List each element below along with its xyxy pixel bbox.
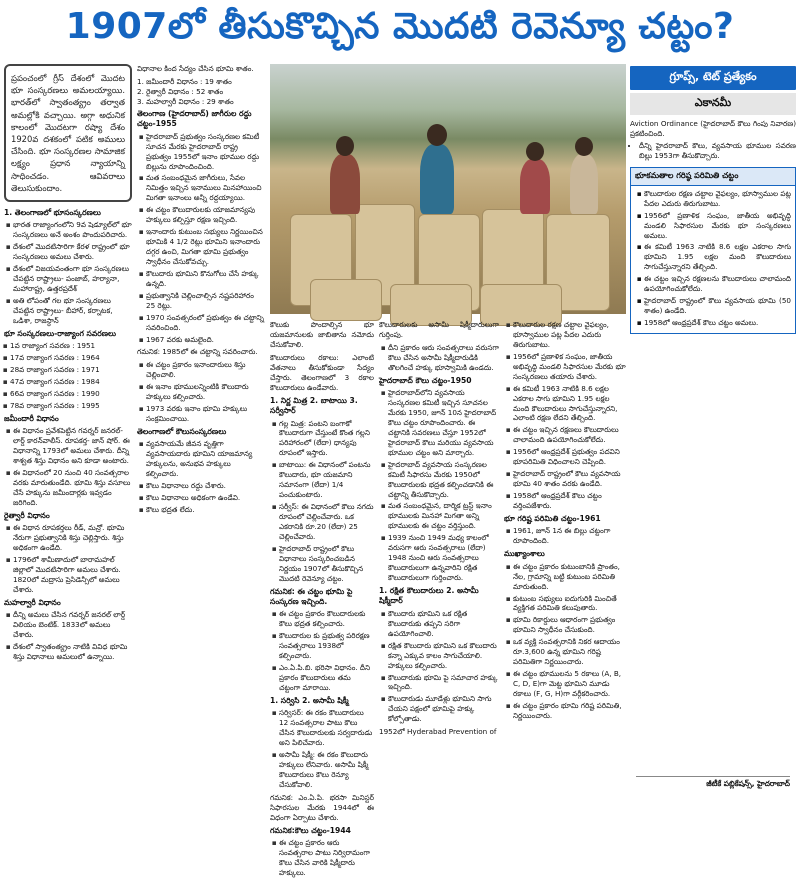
list-item: • ఎం.ఏ.పి.బి. భరిసా విధానం. దీని ప్రకారం కౌలుదారులు తమ చట్టంగా మారాయి. (279, 663, 374, 693)
subheading: జమీందారీ విధానం (4, 413, 59, 423)
box-title: భూకమతాల గరిష్ఠ పరిమితి చట్టం (631, 168, 795, 186)
list-item: • గల్ల మిత్ర: పంటని బంగాకో కౌలుదారుగా చేస్తుంటే కొంత గల్లని పరిహారంలో (లేదా) ధాన్యపు రూపంలో ఇస్తారు. (279, 419, 374, 459)
list-item: • ఈ కమిటీ 1963 నాటికి 8.6 లక్షల ఎకరాల సాగు భూమిని 1.95 లక్షల మంది కౌలుదారులు సాగుచేస్తున్నారని, ఎలాంటి రక్షణ లేదని తేల్చింది. (513, 384, 626, 424)
list-item: • కౌలు విధానాలు అధికంగా ఉండేవి. (146, 493, 265, 503)
list-item: • ఈ చట్టం భూములను 5 రకాలు (A, B, C, D, E)గా మెట్ట భూమిని మూడు రకాలు (F, G, H)గా వర్గీకరించారు. (513, 669, 626, 699)
percent-item: 3. మహల్వారీ విధానం : 29 శాతం (137, 96, 234, 106)
publisher-credit: జీటీకే పబ్లికేషన్స్, హైదరాబాద్ (636, 776, 790, 790)
column-2 (137, 64, 265, 790)
list-item: • ఈ కమిటీ 1963 నాటికి 8.6 లక్షల ఎకరాల సాగు భూమిని 1.95 లక్షల మంది కౌలుదారులు సాగుచేస్తున్నారని తేల్చింది. (644, 242, 791, 272)
list-item: • కౌలుదారుడు మూడేళ్లు భూమిని సాగు చేయని పక్షంలో భూమిపై హక్కు కోల్పోతాడు. (388, 694, 499, 724)
bullet-list (4, 426, 132, 508)
list-item: • కౌలు భద్రత లేదు. (146, 505, 265, 515)
list-item: • కౌలుదారుల కు ప్రభుత్వ పరిరక్షణ సంవత్సరాలు 1938లో కల్పించారు. (279, 631, 374, 661)
list-item: • అసామీ షిక్మీ: ఈ రకం కౌలుదారు హక్కులు లేనివారు. అసామీ షిక్మీ కౌలుదారులు కౌలు రెన్యూ చేసుకోవాలి. (279, 750, 374, 790)
subheading: భూ గరిష్ట పరిమితి చట్టం-1961 (504, 513, 601, 523)
column-3 (270, 320, 374, 877)
intro-text: ప్రపంచంలో గ్రీస్ దేశంలో మొదట భూ సంస్కరణలు అమలయ్యాయి. భారత్‌లో స్వాతంత్య్రం తర్వాత అమల్లోకి వచ్చాయి. అగ్గా అధునిక కాలంలో మొదటగా రష్యా దేశం 1920వ దశకంలో పటిక అములు చేసింది. భూ సంస్కరణల సామాజిక లక్ష్యం ప్రధాన న్యాయాన్ని సాధించడం. ఆవివరాలు తెలుసుకుందాం. (11, 73, 125, 193)
list-item: • ఈ చట్టం ప్రకారం ఇనాందారులు శిస్తు చెల్లించాలి. (146, 360, 265, 380)
paragraph: విధానాల కింద సేద్యం చేసిన భూమి శాతం. (137, 64, 254, 73)
paragraph: కౌలుదారులు రకాలు: ఎలాంటి వేతనాలు తీసుకోకుండా సేద్యం చేస్తారు. తెలంగాణలో 3 రకాల కౌలుదారులు ఉండేవారు. (270, 352, 374, 392)
list-item: • ఈ చట్టం ప్రకారం కౌలుదారులకు కౌలు భద్రత కల్పించారు. (279, 609, 374, 629)
list-item: • 1970 సంవత్సరంలో ప్రభుత్వం ఈ చట్టాన్ని సవరించింది. (146, 313, 265, 333)
intro-box (4, 64, 132, 202)
paragraph: కౌలుదారులకు అసామీ షిక్మీదారులుగా గుర్తింపు. (379, 320, 499, 339)
paragraph: 1952లో Hyderabad Prevention of (379, 727, 497, 737)
blurb (630, 119, 796, 161)
list-item: • దీన్ని అమలు చేసిన గవర్నర్ జనరల్ లార్డ్ విలియం బెంటిక్. 1833లో అమలు చేశారు. (13, 610, 132, 640)
percent-item: 2. రైత్వారీ విధానం : 52 శాతం (137, 86, 224, 96)
list-item: • 17వ రాజ్యాంగ సవరణ : 1964 (10, 353, 132, 363)
list-item: • 1958లో ఆంధ్రప్రదేశ్ కౌలు చట్టం అమలు. (644, 318, 791, 328)
list-item: • కౌలుదారు భూమిని ఒక రక్షిత కౌలుదారుకు తప్పని సరిగా ఉపయోగించాలి. (388, 609, 499, 639)
list-item: • భూమి రికార్డులు ఆధారంగా ప్రభుత్వం భూమిని స్వాధీనం చేసుకుంది. (513, 615, 626, 635)
bullet-list (630, 141, 796, 161)
list-item: • 1796లో శామీణాదులో బారామహల్ జిల్లాలో మొదటిసారిగా అమలు చేశారు. 1820లో మద్రాసు ప్రెసిడెన్సీలో అమలు చేశారు. (13, 555, 132, 595)
list-item: • 1939 నుంచి 1949 మధ్య కాలంలో వరుసగా ఆరు సంవత్సరాలు (లేదా) 1948 నుంచి ఆరు సంవత్సరాలు కౌలుదారులుగా ఉన్నవారిని రక్షిత కౌలుదారులుగా గుర్తించారు. (388, 533, 499, 583)
bullet-list (635, 189, 791, 328)
box-body (631, 186, 795, 333)
subheading: మహల్వారీ విధానం (4, 597, 61, 607)
subheading: గమనిక: ఈ చట్టం భూమి పై సంస్కరణ ఇచ్చింది. (270, 586, 353, 606)
list-item: • కౌలుదారుల రక్షణ చట్టాల వైఫల్యం, భూస్వాముల పట్ల పేదల ఎదురు తిరుగుబాటు. (644, 189, 791, 209)
note: గమనిక: 1985లో ఈ చట్టాన్ని సవరించారు. (137, 347, 258, 357)
right-column (630, 64, 796, 790)
list-item: • వ్యవసాయమే జీవన వృత్తిగా వ్యవసాయదారు భూమిని యాజమాన్య హక్కులను, అనుభవ హక్కులు కల్పించారు. (146, 439, 265, 479)
column-5 (504, 320, 626, 790)
list-item: • మత సంబంధమైన, దార్మిక ట్రస్ట్ ఇనాం భూములకు మినహా మిగతా అన్ని భూములకు ఈ చట్టం వర్తిస్తుంది. (388, 501, 499, 531)
list-item: • హైదరాబాద్‌లోని వ్యవసాయ సంస్కరణల కమిటీ ఇచ్చిన సూచనల మేరకు 1950, జూన్ 10న హైదరాబాద్ కౌలు చట్టం రూపొందించారు. ఈ చట్టానికి సవరణలు చేస్తూ 1952లో హైదరాబాద్ కౌలు మరియు వ్యవసాయ భూముల చట్టం అని మార్చారు. (388, 388, 499, 458)
list-item: • కౌలుదారుల రక్షణ చట్టాల వైఫల్యం, భూస్వాముల పట్ల పేదల ఎదురు తిరుగుబాటు. (513, 320, 626, 350)
article-photo (270, 64, 626, 314)
headline-text: 1907లో తీసుకొచ్చిన మొదటి రెవెన్యూ చట్టం? (65, 6, 735, 47)
list-item: • ఈ చట్టం ప్రకారం భూమి గరిష్ట పరిమితి, నిర్ణయించారు. (513, 701, 626, 721)
list-item: • హైదరాబాద్ వ్యవసాయ సంస్కరణల కమిటీ సిఫారసు మేరకు 1950లో కౌలుదారులకు భద్రత కల్పించడానికి ఈ చట్టాన్ని తీసుకొచ్చారు. (388, 460, 499, 500)
list-item: • ఈ విధానం ప్రవేశపెట్టిన గవర్నర్ జనరల్- లార్డ్ కారన్‌వాలీస్. రూపకర్త- జాన్ షోర్. ఈ విధానాన్ని 1793లో అమలు చేశారు. దీన్ని శాశ్వత శిస్తు విధానం అని కూడా అంటారు. (13, 426, 132, 466)
list-item: • కౌలుదారుకు భూమి పై సమాచార హక్కు ఇచ్చింది. (388, 673, 499, 693)
list-item: • ఈ విధానంలో 20 నుంచి 40 సంవత్సరాల వరకు మారుతుండేది. భూమి శిస్తు వసూలు చేసే హక్కును జమీందార్లకు ఇవ్వడం జరిగింది. (13, 468, 132, 508)
subheading: భూ సంస్కరణలు-రాజ్యాంగ సవరణలు (4, 328, 117, 338)
list-item: • భారత రాజ్యాంగంలోని 9వ షెడ్యూల్‌లో భూ సంస్కరణలు అనే అంశం పొందుపరిచారు. (13, 220, 132, 240)
blurb-text: Aviction Ordinance (హైదరాబాద్ కౌలు గింపు నివారణ) ప్రకటించింది. (630, 119, 796, 138)
list-item: • సర్వీస్: ఈ విధానంలో కౌలు నగదు రూపంలో చెల్లించేవారు. ఒక ఎకరానికి రూ.20 (లేదా) 25 చెల్లించేవారు. (279, 502, 374, 542)
list-item: • దీని ప్రకారం ఆరు సంవత్సరాలు వరుసగా కౌలు చేసిన అసామీ షిక్మీదారుడికి తొలగించే హక్కు భూస్వామికి ఉండదు. (388, 343, 499, 373)
list-item: • ఈ చట్టం ప్రకారం ఆరు సంవత్సరాల పాటు నిర్విరామంగా కౌలు చేసిన వారికి షిక్మీదారు హక్కులు. (279, 838, 374, 878)
list-item: • 1956లో ప్రణాళిక సంఘం, జాతీయ అభివృద్ధి మండలి సిఫారసుల మేరకు భూ సంస్కరణలు తయారు చేశారు. (513, 352, 626, 382)
bullet-list (137, 439, 265, 515)
list-item: • దీన్ని హైదరాబాద్ కౌలు, వ్యవసాయ భూముల సవరణ బిల్లు 1953గా తీసుకొచ్చారు. (639, 141, 796, 161)
list-item: • దేశంలో స్వాతంత్య్రం నాటికి వివిధ భూమి శిస్తు విధానాలు అమలులో ఉన్నాయి. (13, 642, 132, 662)
list-item: • హైదరాబాద్ ప్రభుత్వం సంస్కరణల కమిటీ సూచన మేరకు హైదరాబాద్ రాష్ట్ర ప్రభుత్వం 1955లో ఇనాం భూముల రద్దు బిల్లును రూపొందించింది. (146, 132, 265, 172)
bullet-list (4, 523, 132, 595)
bullet-list (270, 838, 374, 878)
bullet-list (270, 708, 374, 790)
list-item: • కుటుంబ సభ్యులు ఐదుగురికి మించితే వ్యక్తిగత పరిమితి కలుపుతారు. (513, 594, 626, 614)
bullet-list (379, 388, 499, 583)
bullet-list (379, 609, 499, 724)
list-item: • 1961, జూన్ 1న ఈ బిల్లు చట్టంగా రూపొందింది. (513, 526, 626, 546)
list-item: • 1956లో ఆంధ్రప్రదేశ్ ప్రభుత్వం పదవిని భూపరిమితి విధించాలని చెప్పింది. (513, 447, 626, 467)
list-item: • మత సంబంధమైన జాగీరులు, సేవల నిమిత్తం ఇచ్చిన ఇనాములు మినహాయించి మిగతా ఇనాంలు అన్నీ రద్దయ్యాయి. (146, 173, 265, 203)
list-item: • ఈ చట్టం ప్రకారం కుటుంబానికి ప్రాంతం, నేల, గ్రామాన్ని బట్టి కుటుంబ పరిమితి మారుతుంది. (513, 562, 626, 592)
bullet-list (270, 609, 374, 693)
list-item: • రక్షిత కౌలుదారు భూమిని ఒక కౌలుదారు కన్నా ఎక్కువ కాలం సాగుచేయాలి. హక్కులు కల్పించారు. (388, 641, 499, 671)
subheading: తెలంగాణలో కౌలుసంస్కరణలు (137, 427, 227, 436)
list-item: • ఈ విధాన రూపకర్తలు రీడ్, మన్రో. భూమి నేరుగా ప్రభుత్వానికి శిస్తు చెల్లిస్తారు. శిస్తు అధికంగా ఉండేది. (13, 523, 132, 553)
bullet-list (270, 419, 374, 584)
percent-item: 1. జమీందారీ విధానం : 19 శాతం (137, 76, 232, 86)
types: 1. రక్షిత కౌలుదారులు 2. అసామీ షిక్మీదార్ (379, 585, 479, 606)
subheading: ముఖ్యాంశాలు (504, 549, 545, 559)
list-item: • 1958లో ఆంధ్రప్రదేశ్ కౌలు చట్టం వర్తింపజేశారు. (513, 491, 626, 511)
bullet-list (504, 562, 626, 721)
list-item: • 1973 వరకు ఇనాం భూమి హక్కులు సంక్రమించాయి. (146, 404, 265, 424)
list-item: • ఈ చట్టం కౌలుదారులకు యాజమాన్యపు హక్కులు కల్పిస్తూ రక్షణ ఇచ్చింది. (146, 205, 265, 225)
list-item: • ప్రభుత్వానికి చెల్లించాల్సిన నష్టపరిహారం 25 రెట్లు. (146, 291, 265, 311)
bullet-list (379, 343, 499, 373)
list-item: • 28వ రాజ్యాంగ సవరణ : 1971 (10, 365, 132, 375)
subheading: గమనిక:కౌలు చట్టం-1944 (270, 825, 351, 835)
list-item: • అతి లోపంతో గల భూ సంస్కరణలు చేపట్టిన రాష్ట్రాలు- బీహార్, కర్నాటక, ఒడిశా, రాజస్థాన్ (13, 296, 132, 326)
bullet-list (4, 610, 132, 662)
list-item: • 1967 వరకు అమలైంది. (146, 335, 265, 345)
list-item: • ఒక వ్యక్తి సంవత్సరానికి నికర ఆదాయం రూ.3,600 ఉన్న భూమిని గరిష్ట పరిమితిగా నిర్ణయించారు. (513, 637, 626, 667)
bullet-list (137, 132, 265, 345)
column-1 (4, 64, 132, 790)
headline (0, 0, 800, 62)
section-banner: గ్రూప్స్, టెట్ ప్రత్యేకం (630, 66, 796, 90)
bullet-list (504, 320, 626, 511)
list-item: • 1వ రాజ్యాంగ సవరణ : 1951 (10, 341, 132, 351)
ceiling-act-box (630, 167, 796, 334)
list-item: • దేశంలో మొదటిసారిగా కేరళ రాష్ట్రంలో భూ సంస్కరణలు అమలు చేశారు. (13, 242, 132, 262)
list-item: • హైదరాబాద్ రాష్ట్రంలో కౌలు వ్యవసాయ భూమి (50 శాతం) ఉండేది. (644, 296, 791, 316)
subheading: 1. తెలంగాణలో భూసంస్కరణలు (4, 207, 101, 217)
list-item: • ఈ చట్టం ఇచ్చిన రక్షణలను కౌలుదారులు చాలామంది ఉపయోగించుకోలేదు. (644, 274, 791, 294)
list-item: • 78వ రాజ్యాంగ సవరణ : 1995 (10, 401, 132, 411)
list-item: • ఇనాందారు కుటుంబ సభ్యులు నిర్ణయించిన భూమికి 4 1/2 రెట్లు భూమిని ఇనాందారు దగ్గర ఉంచి, మిగతా భూమి ప్రభుత్వం స్వాధీనం చేసుకోవచ్చు. (146, 227, 265, 267)
column-4 (379, 320, 499, 790)
types: 1. నిర్ణ మిత్ర 2. బాటాయి 3. సర్వీసార్ (270, 395, 358, 416)
subheading: రైత్వారీ విధానం (4, 510, 50, 520)
list-item: • 1956లో ప్రణాళిక సంఘం, జాతీయ అభివృద్ధి మండలి సిఫారసుల మేరకు భూ సంస్కరణలు అమలు. (644, 211, 791, 241)
list-item: • బాటాయి: ఈ విధానంలో పంటను కౌలుదారు, భూ యజమాని సమానంగా (లేదా) 1/4 పంచుకుంటారు. (279, 460, 374, 500)
section-label: ఎకానమీ (630, 93, 796, 115)
list-item: • ఈ చట్టం ఇచ్చిన రక్షణలు కౌలుదారులు చాలామంది ఉపయోగించుకోలేదు. (513, 425, 626, 445)
list-item: • సర్విసర్: ఈ రకం కౌలుదారులు 12 సంవత్సరాల పాటు కౌలు చేసిన కౌలుదారులకు సర్వదారుడు అని పిలిచేవారు. (279, 708, 374, 748)
bullet-list (4, 220, 132, 325)
paragraph: కౌలుకు పొందాల్సిన భూ యజమానులకు జాబితాను నమోదు చేసుకోవాలి. (270, 320, 374, 349)
list-item: • కౌలుదారు భూమిని కొనుగోలు చేసే హక్కు ఉన్నది. (146, 269, 265, 289)
bullet-list (504, 526, 626, 546)
list-item: • కౌలు విధానాలు రద్దు చేశారు. (146, 481, 265, 491)
list-item: • దేశంలో విజయవంతంగా భూ సంస్కరణలు చేపట్టిన రాష్ట్రాలు- పంజాబ్, హర్యానా, మహారాష్ట్ర, ఉత్తరప్రదేశ్ (13, 264, 132, 294)
list-item: • 47వ రాజ్యాంగ సవరణ : 1984 (10, 377, 132, 387)
subheading: తెలంగాణ (హైదరాబాద్) జాగీరుల రద్దు చట్టం-1955 (137, 108, 252, 129)
list-item: • హైదరాబాద్ రాష్ట్రంలో కౌలు విధానాలు సంస్కరించబడిన నిర్ణయం 1907లో తీసుకొచ్చిన మొదటి రెవెన్యూ చట్టం. (279, 544, 374, 584)
list-item: • హైదరాబాద్ రాష్ట్రంలో కౌలు వ్యవసాయ భూమి 40 శాతం వరకు ఉండేది. (513, 469, 626, 489)
amendment-list (4, 341, 132, 411)
subheading: హైదరాబాద్ కౌలు చట్టం-1950 (379, 375, 472, 385)
list-item: • 66వ రాజ్యాంగ సవరణ : 1990 (10, 389, 132, 399)
note: గమనిక: ఎం.ఏ.పి. భరసా మినిస్టర్ సిఫారసుల మేరకు 1944లో ఈ విధంగా ఏర్పాటు చేశారు. (270, 792, 374, 822)
types: 1. సర్విసి 2. అసామీ షిక్మీ (270, 695, 349, 705)
bullet-list (137, 360, 265, 424)
list-item: • ఈ ఇనాం భూములన్నింటికి కౌలుదారు హక్కులు కల్పించారు. (146, 382, 265, 402)
